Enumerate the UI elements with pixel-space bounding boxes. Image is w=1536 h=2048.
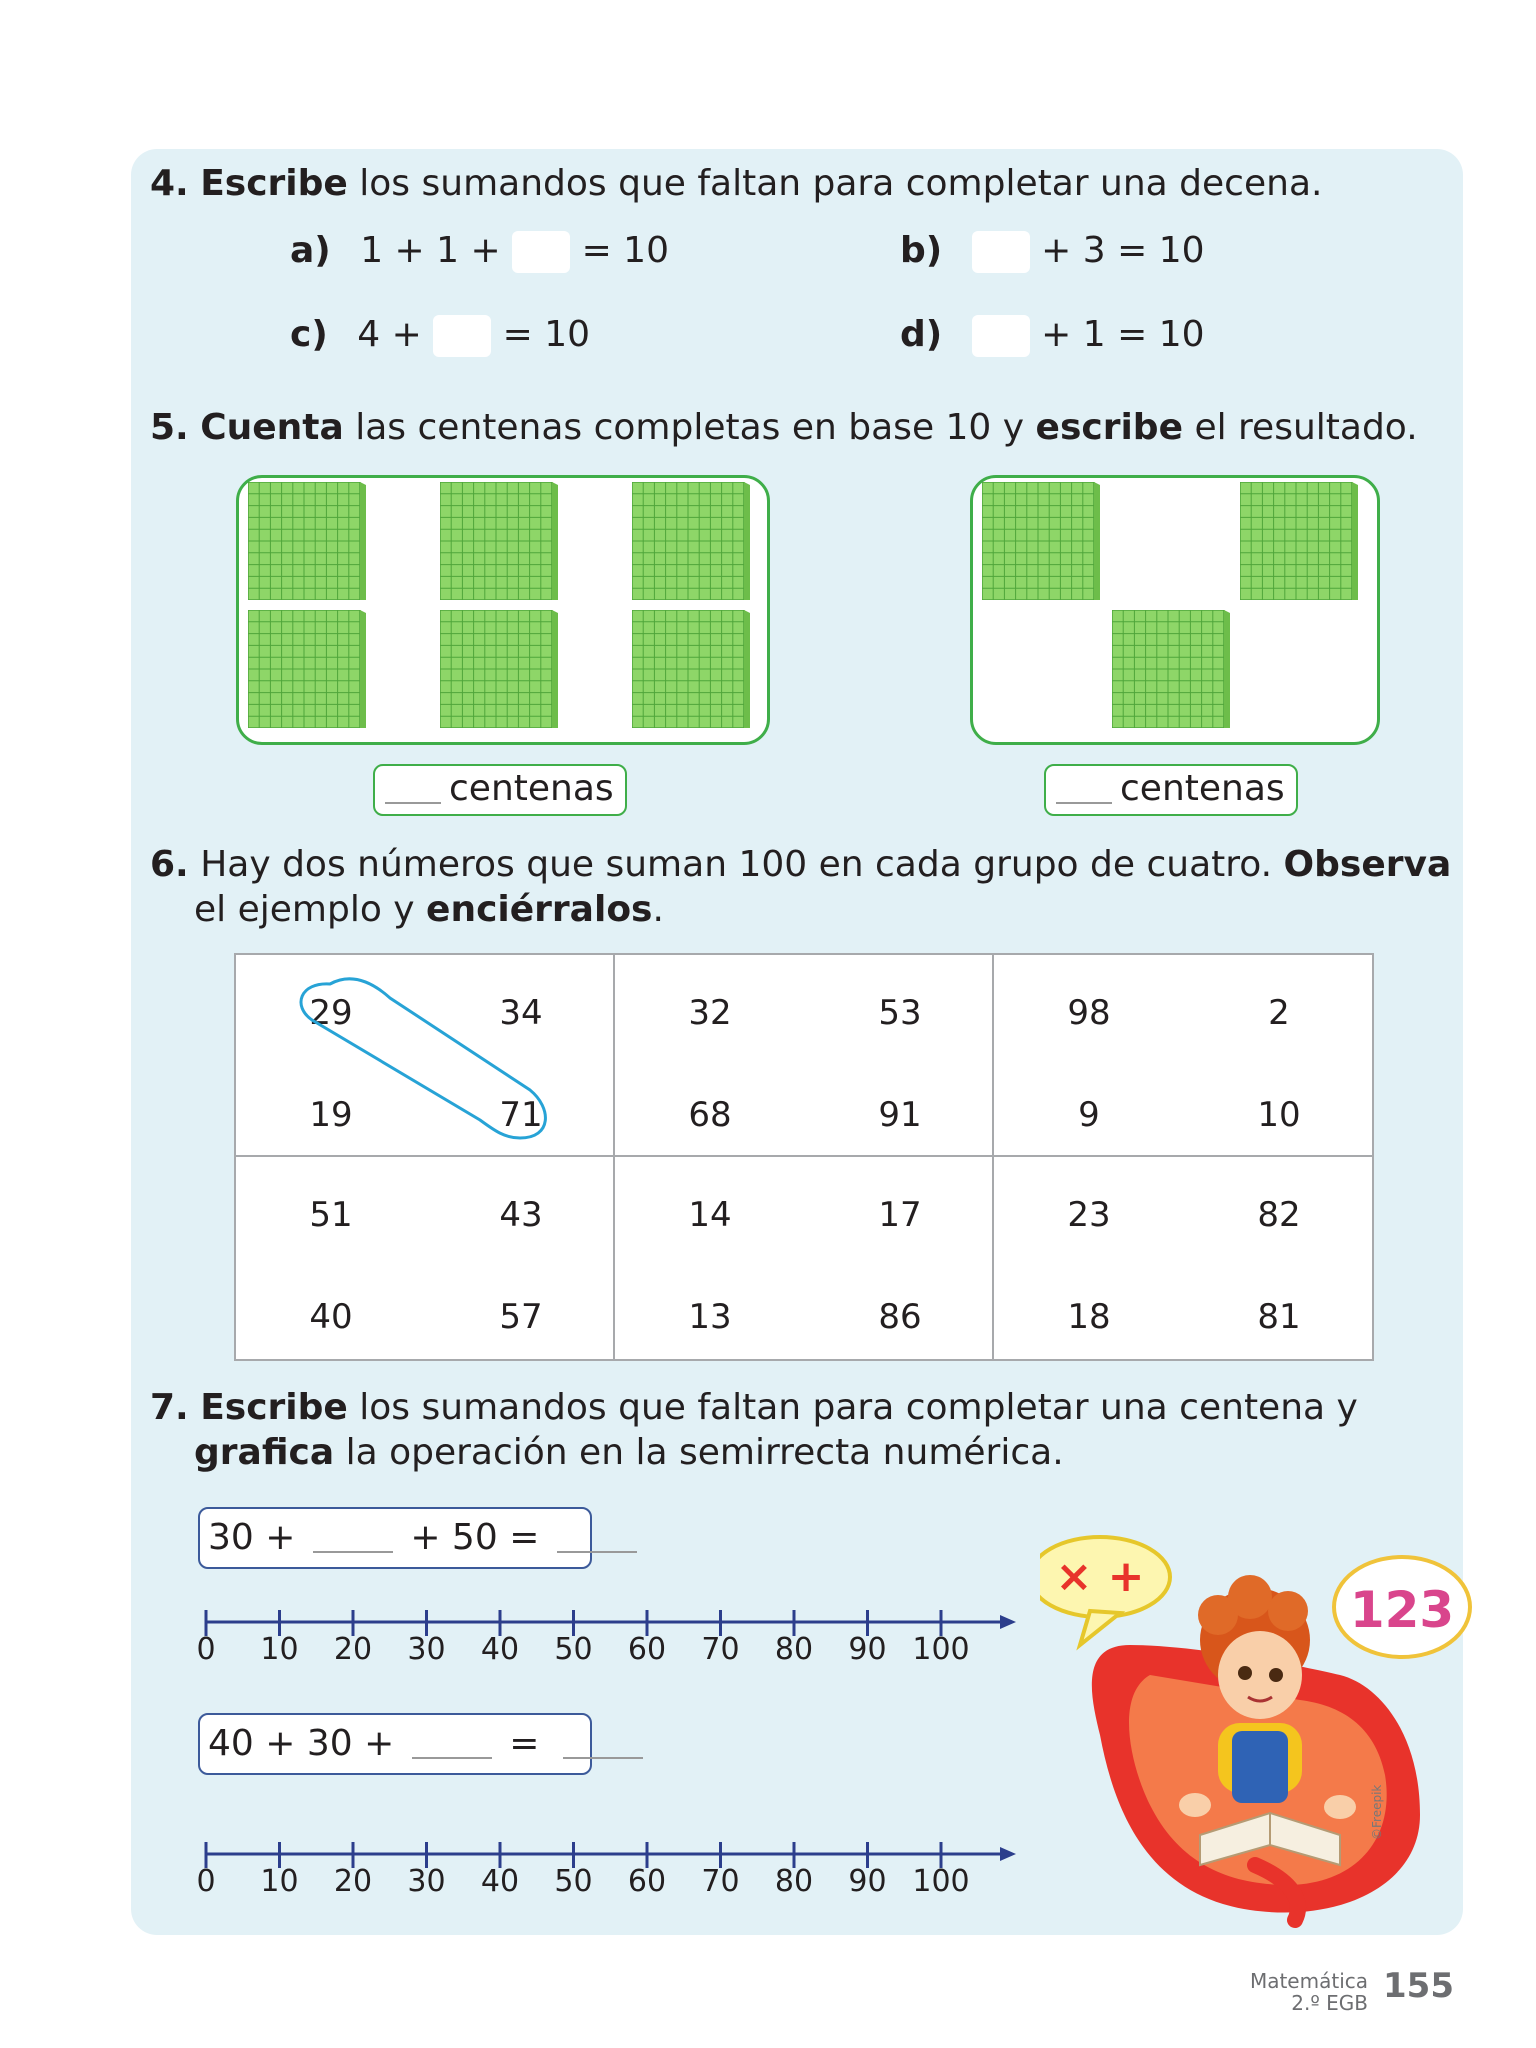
group-number[interactable]: 29 [309, 993, 353, 1033]
group-number[interactable]: 51 [309, 1195, 353, 1235]
tick-label: 0 [196, 1864, 216, 1899]
answer-box[interactable] [512, 231, 570, 273]
hundred-block [1240, 482, 1358, 600]
group-number[interactable]: 17 [878, 1195, 922, 1235]
group-number[interactable]: 34 [499, 993, 543, 1033]
instruction-text: el ejemplo y [194, 889, 427, 930]
answer-box[interactable] [972, 231, 1030, 273]
math-symbols-bubble: × + [1055, 1551, 1145, 1602]
group-number[interactable]: 9 [1078, 1095, 1100, 1135]
hundred-block [440, 482, 558, 600]
answer-field-group-2[interactable] [1044, 764, 1298, 816]
tick-label: 20 [333, 1864, 373, 1899]
instruction-verb: Escribe [200, 163, 348, 204]
question-6-heading-line2 [194, 888, 664, 932]
equation-box-1 [198, 1507, 592, 1569]
instruction-verb: escribe [1035, 407, 1183, 448]
item-label: a) [290, 230, 331, 271]
result-blank[interactable] [563, 1757, 643, 1759]
instruction-verb: Observa [1283, 844, 1452, 885]
hundred-block [440, 610, 558, 728]
tick-label: 30 [407, 1632, 446, 1667]
instruction-text: Hay dos números que suman 100 en cada grupo de cuatro. [200, 844, 1284, 885]
question-number: 6. [150, 844, 189, 885]
group-number[interactable]: 18 [1067, 1297, 1111, 1337]
equation-part: 30 + [208, 1517, 296, 1558]
group-number[interactable]: 23 [1067, 1195, 1111, 1235]
equation-part: + 50 = [410, 1517, 540, 1558]
item-label: d) [900, 314, 943, 355]
number-line-2[interactable] [190, 1842, 1030, 1882]
equation-part: 40 + 30 + [208, 1723, 395, 1764]
answer-blank[interactable] [313, 1551, 393, 1553]
tick-label: 60 [627, 1632, 667, 1667]
group-number[interactable]: 13 [688, 1297, 732, 1337]
group-number[interactable]: 32 [688, 993, 732, 1033]
tick-label: 30 [407, 1864, 446, 1899]
group-number[interactable]: 91 [878, 1095, 922, 1135]
answer-box[interactable] [433, 315, 491, 357]
tick-label: 70 [701, 1632, 740, 1667]
group-number[interactable]: 10 [1257, 1095, 1301, 1135]
instruction-text: la operación en la semirrecta numérica. [334, 1432, 1064, 1473]
group-number[interactable]: 43 [499, 1195, 543, 1235]
item-expression-after: + 3 = 10 [1041, 230, 1205, 271]
hundred-block [248, 482, 366, 600]
instruction-verb: Escribe [200, 1387, 348, 1428]
question-5-heading [150, 406, 1418, 450]
equation-part: = [509, 1723, 540, 1764]
tick-label: 40 [480, 1632, 520, 1667]
image-credit: ©Freepik [1370, 1784, 1384, 1840]
item-expression-before: 1 + 1 + [360, 230, 501, 271]
group-number[interactable]: 82 [1257, 1195, 1301, 1235]
hundred-block [1112, 610, 1230, 728]
page-number: 155 [1383, 1966, 1454, 2006]
numbers-bubble: 123 [1349, 1581, 1455, 1639]
group-number[interactable]: 14 [688, 1195, 732, 1235]
group-number[interactable]: 86 [878, 1297, 922, 1337]
group-number[interactable]: 71 [499, 1095, 543, 1135]
hundred-block [248, 610, 366, 728]
item-expression-after: = 10 [502, 314, 591, 355]
child-reading-illustration [1040, 1535, 1480, 1955]
tick-label: 0 [196, 1632, 216, 1667]
group-number[interactable]: 19 [309, 1095, 353, 1135]
item-expression-after: + 1 = 10 [1041, 314, 1205, 355]
hundred-block [632, 610, 750, 728]
group-number[interactable]: 98 [1067, 993, 1111, 1033]
tick-label: 20 [333, 1632, 373, 1667]
tick-label: 80 [774, 1864, 814, 1899]
tick-label: 40 [480, 1864, 520, 1899]
tick-label: 100 [912, 1632, 970, 1667]
number-line-1[interactable] [190, 1610, 1030, 1650]
instruction-verb: Cuenta [200, 407, 344, 448]
tick-label: 90 [848, 1864, 887, 1899]
question-number: 7. [150, 1387, 189, 1428]
answer-box[interactable] [972, 315, 1030, 357]
answer-blank[interactable] [1056, 802, 1112, 804]
group-number[interactable]: 57 [499, 1297, 543, 1337]
item-expression-before: 4 + [357, 314, 422, 355]
group-number[interactable]: 81 [1257, 1297, 1301, 1337]
tick-label: 10 [260, 1632, 299, 1667]
question-number: 5. [150, 407, 189, 448]
q4-item-c [290, 313, 590, 357]
question-7-heading [150, 1386, 1358, 1430]
equation-box-2 [198, 1713, 592, 1775]
question-6-heading [150, 843, 1451, 887]
q4-item-a [290, 229, 669, 273]
tick-label: 80 [774, 1632, 814, 1667]
question-number: 4. [150, 163, 189, 204]
example-circle-highlight [290, 968, 560, 1148]
footer-subject: Matemática [1249, 1969, 1368, 1993]
tick-label: 70 [701, 1864, 740, 1899]
instruction-verb: enciérralos [426, 889, 653, 930]
answer-blank[interactable] [412, 1757, 492, 1759]
group-number[interactable]: 40 [309, 1297, 353, 1337]
group-number[interactable]: 68 [688, 1095, 732, 1135]
tick-label: 10 [260, 1864, 299, 1899]
footer-grade: 2.º EGB [1291, 1991, 1368, 2015]
answer-blank[interactable] [385, 802, 441, 804]
item-label: c) [290, 314, 328, 355]
tick-label: 100 [912, 1864, 970, 1899]
hundred-block [982, 482, 1100, 600]
item-expression-after: = 10 [581, 230, 669, 271]
group-number[interactable]: 2 [1268, 993, 1290, 1033]
question-4-heading [150, 162, 1322, 206]
question-7-heading-line2 [194, 1431, 1064, 1475]
instruction-text: . [652, 889, 664, 930]
item-label: b) [900, 230, 943, 271]
table-divider [613, 955, 615, 1359]
q4-item-b [900, 229, 1205, 273]
tick-label: 50 [554, 1632, 593, 1667]
instruction-verb: grafica [194, 1432, 335, 1473]
table-divider [236, 1155, 1372, 1157]
table-divider [992, 955, 994, 1359]
tick-label: 90 [848, 1632, 887, 1667]
q4-item-d [900, 313, 1205, 357]
tick-label: 50 [554, 1864, 593, 1899]
instruction-text: el resultado. [1183, 407, 1418, 448]
result-blank[interactable] [557, 1551, 637, 1553]
tick-label: 60 [627, 1864, 667, 1899]
instruction-text: los sumandos que faltan para completar una centena y [347, 1387, 1358, 1428]
unit-label: centenas [449, 768, 614, 809]
group-number[interactable]: 53 [878, 993, 922, 1033]
unit-label: centenas [1120, 768, 1285, 809]
instruction-text: las centenas completas en base 10 y [343, 407, 1036, 448]
answer-field-group-1[interactable] [373, 764, 627, 816]
hundred-block [632, 482, 750, 600]
instruction-text: los sumandos que faltan para completar una decena. [347, 163, 1323, 204]
